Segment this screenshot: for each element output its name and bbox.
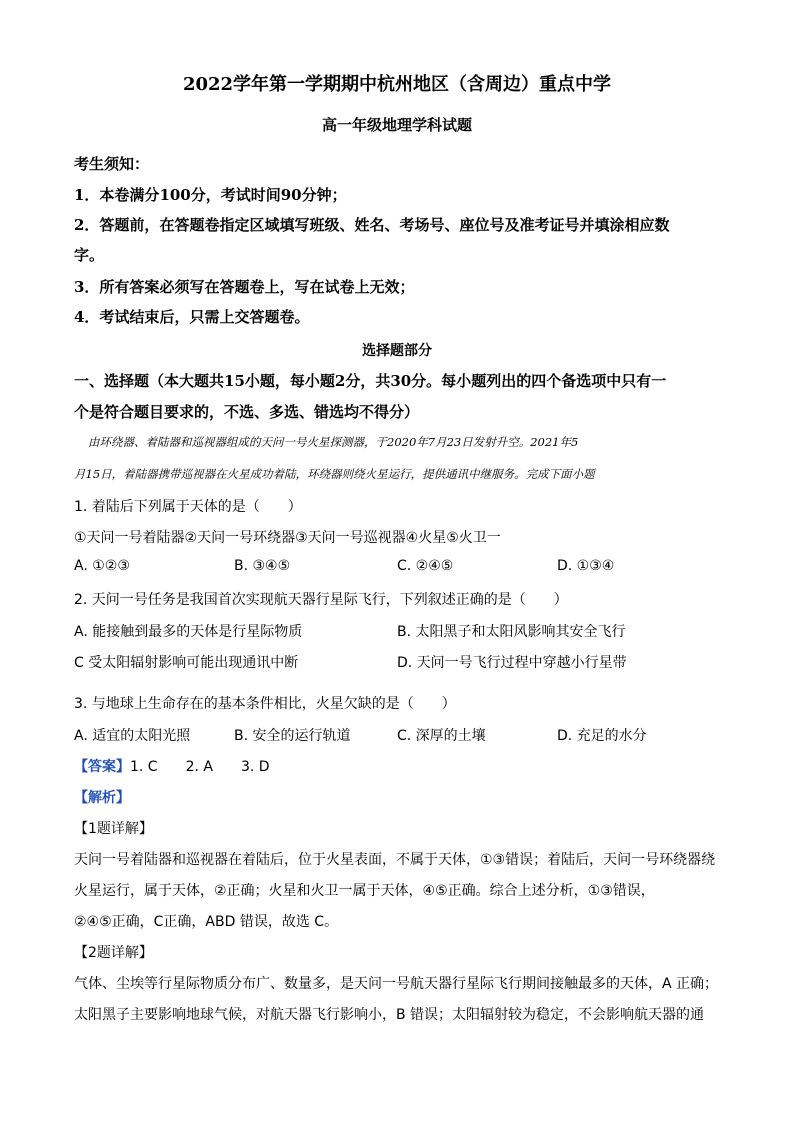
- section-instruction-1: 一、选择题（本大题共15小题，每小题2分，共30分。每小题列出的四个备选项中只有一: [74, 372, 667, 390]
- question-1-option-b: B. ③④⑤: [234, 558, 291, 574]
- question-1-option-a: A. ①②③: [74, 558, 130, 574]
- question-2-option-d: D. 天问一号飞行过程中穿越小行星带: [397, 655, 627, 671]
- question-1-option-c: C. ②④⑤: [397, 558, 454, 574]
- exam-title: 2022学年第一学期期中杭州地区（含周边）重点中学: [182, 74, 612, 95]
- detail-1-line-3: ②④⑤正确，C正确，ABD 错误，故选 C。: [74, 914, 339, 930]
- question-3-option-d: D. 充足的水分: [557, 728, 647, 744]
- question-1: 1. 着陆后下列属于天体的是（ ）: [74, 499, 302, 515]
- passage-line-1: 由环绕器、着陆器和巡视器组成的天问一号火星探测器，于2020年7月23日发射升空。2021年5: [88, 435, 579, 449]
- answer-values: 1. C 2. A 3. D: [130, 759, 270, 775]
- detail-1-heading: 【1题详解】: [74, 821, 153, 837]
- question-2: 2. 天问一号任务是我国首次实现航天器行星际飞行，下列叙述正确的是（ ）: [74, 592, 568, 608]
- question-2-option-c: C 受太阳辐射影响可能出现通讯中断: [74, 655, 299, 671]
- question-3-option-a: A. 适宜的太阳光照: [74, 728, 191, 744]
- detail-2-line-2: 太阳黑子主要影响地球气候，对航天器飞行影响小，B 错误；太阳辐射较为稳定，不会影响航天器的通: [74, 1007, 705, 1023]
- question-3: 3. 与地球上生命存在的基本条件相比，火星欠缺的是（ ）: [74, 696, 456, 712]
- answer-row: [74, 756, 270, 776]
- question-2-option-b: B. 太阳黑子和太阳风影响其安全飞行: [397, 624, 626, 640]
- question-1-option-d: D. ①③④: [557, 558, 615, 574]
- question-3-option-c: C. 深厚的土壤: [397, 728, 486, 744]
- question-2-option-a: A. 能接触到最多的天体是行星际物质: [74, 624, 303, 640]
- notice-item-4: 4．考试结束后，只需上交答题卷。: [74, 308, 310, 326]
- section-instruction-2: 个是符合题目要求的，不选、多选、错选均不得分）: [74, 403, 420, 421]
- notice-item-2-cont: 字。: [74, 246, 105, 264]
- question-1-items: ①天问一号着陆器②天问一号环绕器③天问一号巡视器④火星⑤火卫一: [74, 530, 501, 546]
- detail-1-line-2: 火星运行，属于天体，②正确；火星和火卫一属于天体，④⑤正确。综合上述分析，①③错误，: [74, 883, 655, 899]
- passage-line-2: 月15日，着陆器携带巡视器在火星成功着陆，环绕器则绕火星运行，提供通讯中继服务。完成下面小题: [74, 467, 595, 481]
- answer-label: 【答案】: [74, 759, 130, 775]
- detail-2-line-1: 气体、尘埃等行星际物质分布广、数量多，是天问一号航天器行星际飞行期间接触最多的天体，A 正确；: [74, 976, 719, 992]
- notice-item-3: 3．所有答案必须写在答题卷上，写在试卷上无效；: [74, 278, 415, 296]
- notice-item-2: 2．答题前，在答题卷指定区域填写班级、姓名、考场号、座位号及准考证号并填涂相应数: [74, 216, 670, 234]
- notice-heading: 考生须知：: [74, 155, 150, 173]
- detail-2-heading: 【2题详解】: [74, 945, 153, 961]
- detail-1-line-1: 天问一号着陆器和巡视器在着陆后，位于火星表面，不属于天体，①③错误；着陆后，天问一号环绕器绕: [74, 852, 716, 868]
- section-title: 选择题部分: [362, 343, 432, 359]
- notice-item-1: 1．本卷满分100分，考试时间90分钟；: [74, 186, 347, 204]
- question-3-option-b: B. 安全的运行轨道: [234, 728, 351, 744]
- analysis-label: 【解析】: [74, 790, 130, 806]
- exam-subtitle: 高一年级地理学科试题: [321, 116, 472, 134]
